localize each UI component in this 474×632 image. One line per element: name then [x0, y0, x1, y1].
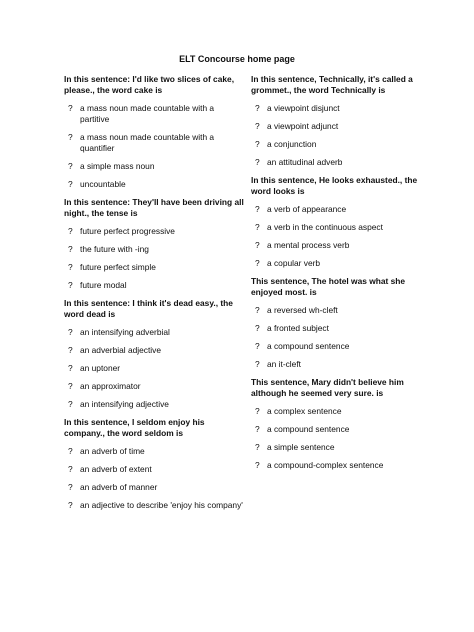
answer-option[interactable] [64, 464, 244, 475]
option-marker: ? [255, 460, 260, 470]
answer-option[interactable] [251, 406, 431, 417]
option-text: uncountable [80, 179, 126, 189]
answer-option[interactable] [251, 341, 431, 352]
option-marker: ? [68, 132, 73, 142]
option-marker: ? [68, 399, 73, 409]
option-text: a compound-complex sentence [267, 460, 384, 470]
page-title: ELT Concourse home page [179, 54, 295, 64]
option-marker: ? [255, 305, 260, 315]
answer-option[interactable] [64, 244, 244, 255]
option-marker: ? [255, 442, 260, 452]
option-marker: ? [68, 244, 73, 254]
answer-option[interactable] [251, 323, 431, 334]
question-text: In this sentence: They'll have been driving all night., the tense is [64, 197, 244, 218]
option-marker: ? [68, 327, 73, 337]
answer-option[interactable] [64, 399, 244, 410]
left-column [64, 74, 244, 518]
option-marker: ? [255, 359, 260, 369]
question-block [64, 417, 244, 511]
answer-option[interactable] [64, 345, 244, 356]
answer-option[interactable] [64, 132, 244, 154]
option-text: future perfect simple [80, 262, 156, 272]
option-text: a conjunction [267, 139, 317, 149]
option-marker: ? [68, 161, 73, 171]
option-marker: ? [255, 121, 260, 131]
option-text: a simple sentence [267, 442, 335, 452]
question-text: In this sentence, He looks exhausted., the word looks is [251, 175, 418, 196]
question-block [251, 276, 431, 370]
question-block [251, 175, 431, 269]
option-text: an adverbial adjective [80, 345, 162, 355]
option-text: a simple mass noun [80, 161, 155, 171]
answer-option[interactable] [251, 359, 431, 370]
answer-option[interactable] [64, 262, 244, 273]
option-marker: ? [68, 262, 73, 272]
question-block [64, 74, 244, 190]
option-text: an intensifying adverbial [80, 327, 170, 337]
question-block [251, 74, 431, 168]
option-text: the future with -ing [80, 244, 149, 254]
option-text: a mass noun made countable with a quantifier [80, 132, 215, 153]
answer-option[interactable] [251, 258, 431, 269]
option-text: a complex sentence [267, 406, 342, 416]
option-marker: ? [255, 139, 260, 149]
answer-option[interactable] [64, 500, 244, 511]
question-block [64, 197, 244, 291]
option-marker: ? [68, 464, 73, 474]
option-text: an adjective to describe 'enjoy his company' [80, 500, 243, 510]
option-marker: ? [255, 406, 260, 416]
option-marker: ? [255, 258, 260, 268]
option-text: a copular verb [267, 258, 321, 268]
answer-option[interactable] [251, 442, 431, 453]
option-text: an intensifying adjective [80, 399, 169, 409]
option-marker: ? [255, 323, 260, 333]
option-marker: ? [68, 363, 73, 373]
option-text: a viewpoint disjunct [267, 103, 340, 113]
question-block [251, 377, 431, 471]
answer-option[interactable] [64, 280, 244, 291]
option-marker: ? [68, 446, 73, 456]
answer-option[interactable] [251, 222, 431, 233]
answer-option[interactable] [64, 363, 244, 374]
answer-option[interactable] [64, 179, 244, 190]
option-text: an it-cleft [267, 359, 301, 369]
answer-option[interactable] [251, 204, 431, 215]
option-marker: ? [255, 103, 260, 113]
option-text: an attitudinal adverb [267, 157, 343, 167]
option-marker: ? [255, 341, 260, 351]
option-text: a mass noun made countable with a partitive [80, 103, 215, 124]
answer-option[interactable] [251, 103, 431, 114]
answer-option[interactable] [64, 446, 244, 457]
question-text: In this sentence: I'd like two slices of cake, please., the word cake is [64, 74, 235, 95]
option-marker: ? [255, 424, 260, 434]
option-text: a fronted subject [267, 323, 329, 333]
option-marker: ? [68, 381, 73, 391]
answer-option[interactable] [251, 305, 431, 316]
answer-option[interactable] [251, 157, 431, 168]
option-marker: ? [255, 204, 260, 214]
option-text: an adverb of time [80, 446, 145, 456]
right-column [251, 74, 431, 478]
option-marker: ? [68, 500, 73, 510]
question-text: In this sentence, I seldom enjoy his company., the word seldom is [64, 417, 205, 438]
answer-option[interactable] [64, 381, 244, 392]
answer-option[interactable] [64, 482, 244, 493]
answer-option[interactable] [251, 460, 431, 471]
answer-option[interactable] [64, 327, 244, 338]
option-text: a verb of appearance [267, 204, 347, 214]
option-marker: ? [68, 345, 73, 355]
option-marker: ? [255, 157, 260, 167]
option-marker: ? [255, 240, 260, 250]
question-text: In this sentence, Technically, it's called a grommet., the word Technically is [251, 74, 413, 95]
option-marker: ? [68, 103, 73, 113]
option-text: an approximator [80, 381, 141, 391]
option-text: future perfect progressive [80, 226, 175, 236]
option-text: a compound sentence [267, 341, 350, 351]
answer-option[interactable] [64, 161, 244, 172]
option-marker: ? [68, 226, 73, 236]
option-marker: ? [68, 179, 73, 189]
option-text: an uptoner [80, 363, 121, 373]
option-text: a compound sentence [267, 424, 350, 434]
answer-option[interactable] [251, 424, 431, 435]
option-marker: ? [68, 482, 73, 492]
answer-option[interactable] [251, 240, 431, 251]
answer-option[interactable] [251, 139, 431, 150]
answer-option[interactable] [251, 121, 431, 132]
option-text: future modal [80, 280, 127, 290]
option-text: a viewpoint adjunct [267, 121, 339, 131]
question-block [64, 298, 244, 410]
option-text: a reversed wh-cleft [267, 305, 338, 315]
option-text: a mental process verb [267, 240, 350, 250]
option-text: a verb in the continuous aspect [267, 222, 383, 232]
option-marker: ? [255, 222, 260, 232]
answer-option[interactable] [64, 103, 244, 125]
answer-option[interactable] [64, 226, 244, 237]
option-text: an adverb of manner [80, 482, 158, 492]
question-text: In this sentence: I think it's dead easy., the word dead is [64, 298, 233, 319]
option-marker: ? [68, 280, 73, 290]
option-text: an adverb of extent [80, 464, 152, 474]
question-text: This sentence, Mary didn't believe him although he seemed very sure. is [251, 377, 404, 398]
question-text: This sentence, The hotel was what she enjoyed most. is [251, 276, 406, 297]
